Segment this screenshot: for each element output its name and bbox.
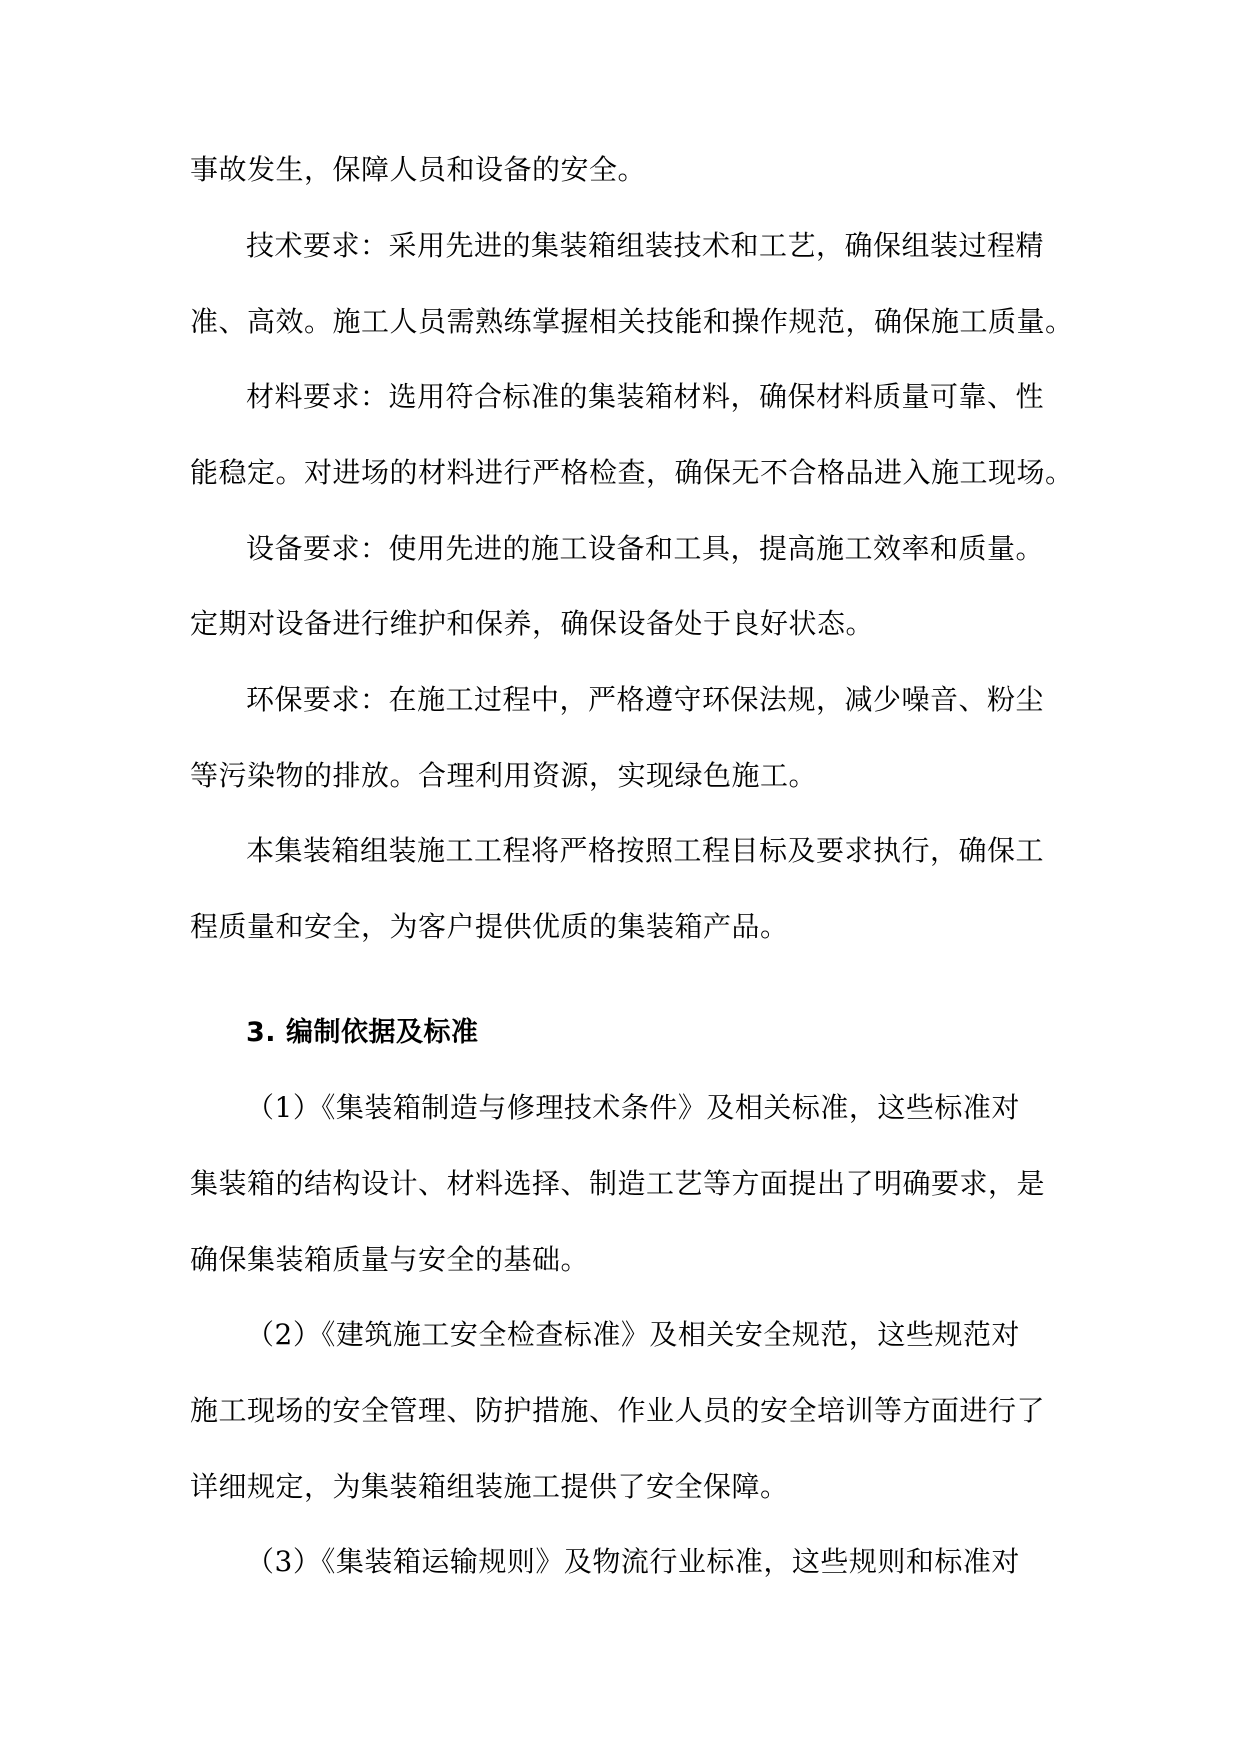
paragraph-line: 能稳定。对进场的材料进行严格检查，确保无不合格品进入施工现场。: [190, 456, 1074, 489]
paragraph-line: 等污染物的排放。合理利用资源，实现绿色施工。: [190, 759, 818, 792]
paragraph-line: （3）《集装箱运输规则》及物流行业标准，这些规则和标准对: [246, 1545, 1020, 1578]
paragraph-line: 定期对设备进行维护和保养，确保设备处于良好状态。: [190, 607, 875, 640]
paragraph-line: 确保集装箱质量与安全的基础。: [190, 1243, 590, 1276]
paragraph-line: 环保要求：在施工过程中，严格遵守环保法规，减少噪音、粉尘: [246, 683, 1045, 716]
paragraph-line: 详细规定，为集装箱组装施工提供了安全保障。: [190, 1470, 789, 1503]
paragraph-line: 施工现场的安全管理、防护措施、作业人员的安全培训等方面进行了: [190, 1394, 1046, 1427]
paragraph-line: 技术要求：采用先进的集装箱组装技术和工艺，确保组装过程精: [246, 229, 1045, 262]
paragraph-line: 材料要求：选用符合标准的集装箱材料，确保材料质量可靠、性: [246, 380, 1045, 413]
paragraph-line: 设备要求：使用先进的施工设备和工具，提高施工效率和质量。: [246, 532, 1045, 565]
paragraph-line: 集装箱的结构设计、材料选择、制造工艺等方面提出了明确要求，是: [190, 1167, 1046, 1200]
paragraph-line: 准、高效。施工人员需熟练掌握相关技能和操作规范，确保施工质量。: [190, 305, 1074, 338]
paragraph-line: 程质量和安全，为客户提供优质的集装箱产品。: [190, 910, 789, 943]
paragraph-line: 事故发生，保障人员和设备的安全。: [190, 153, 647, 186]
section-heading: 3. 编制依据及标准: [246, 1017, 479, 1048]
paragraph-line: （1）《集装箱制造与修理技术条件》及相关标准，这些标准对: [246, 1091, 1020, 1124]
paragraph-line: 本集装箱组装施工工程将严格按照工程目标及要求执行，确保工: [246, 834, 1045, 867]
paragraph-line: （2）《建筑施工安全检查标准》及相关安全规范，这些规范对: [246, 1318, 1020, 1351]
